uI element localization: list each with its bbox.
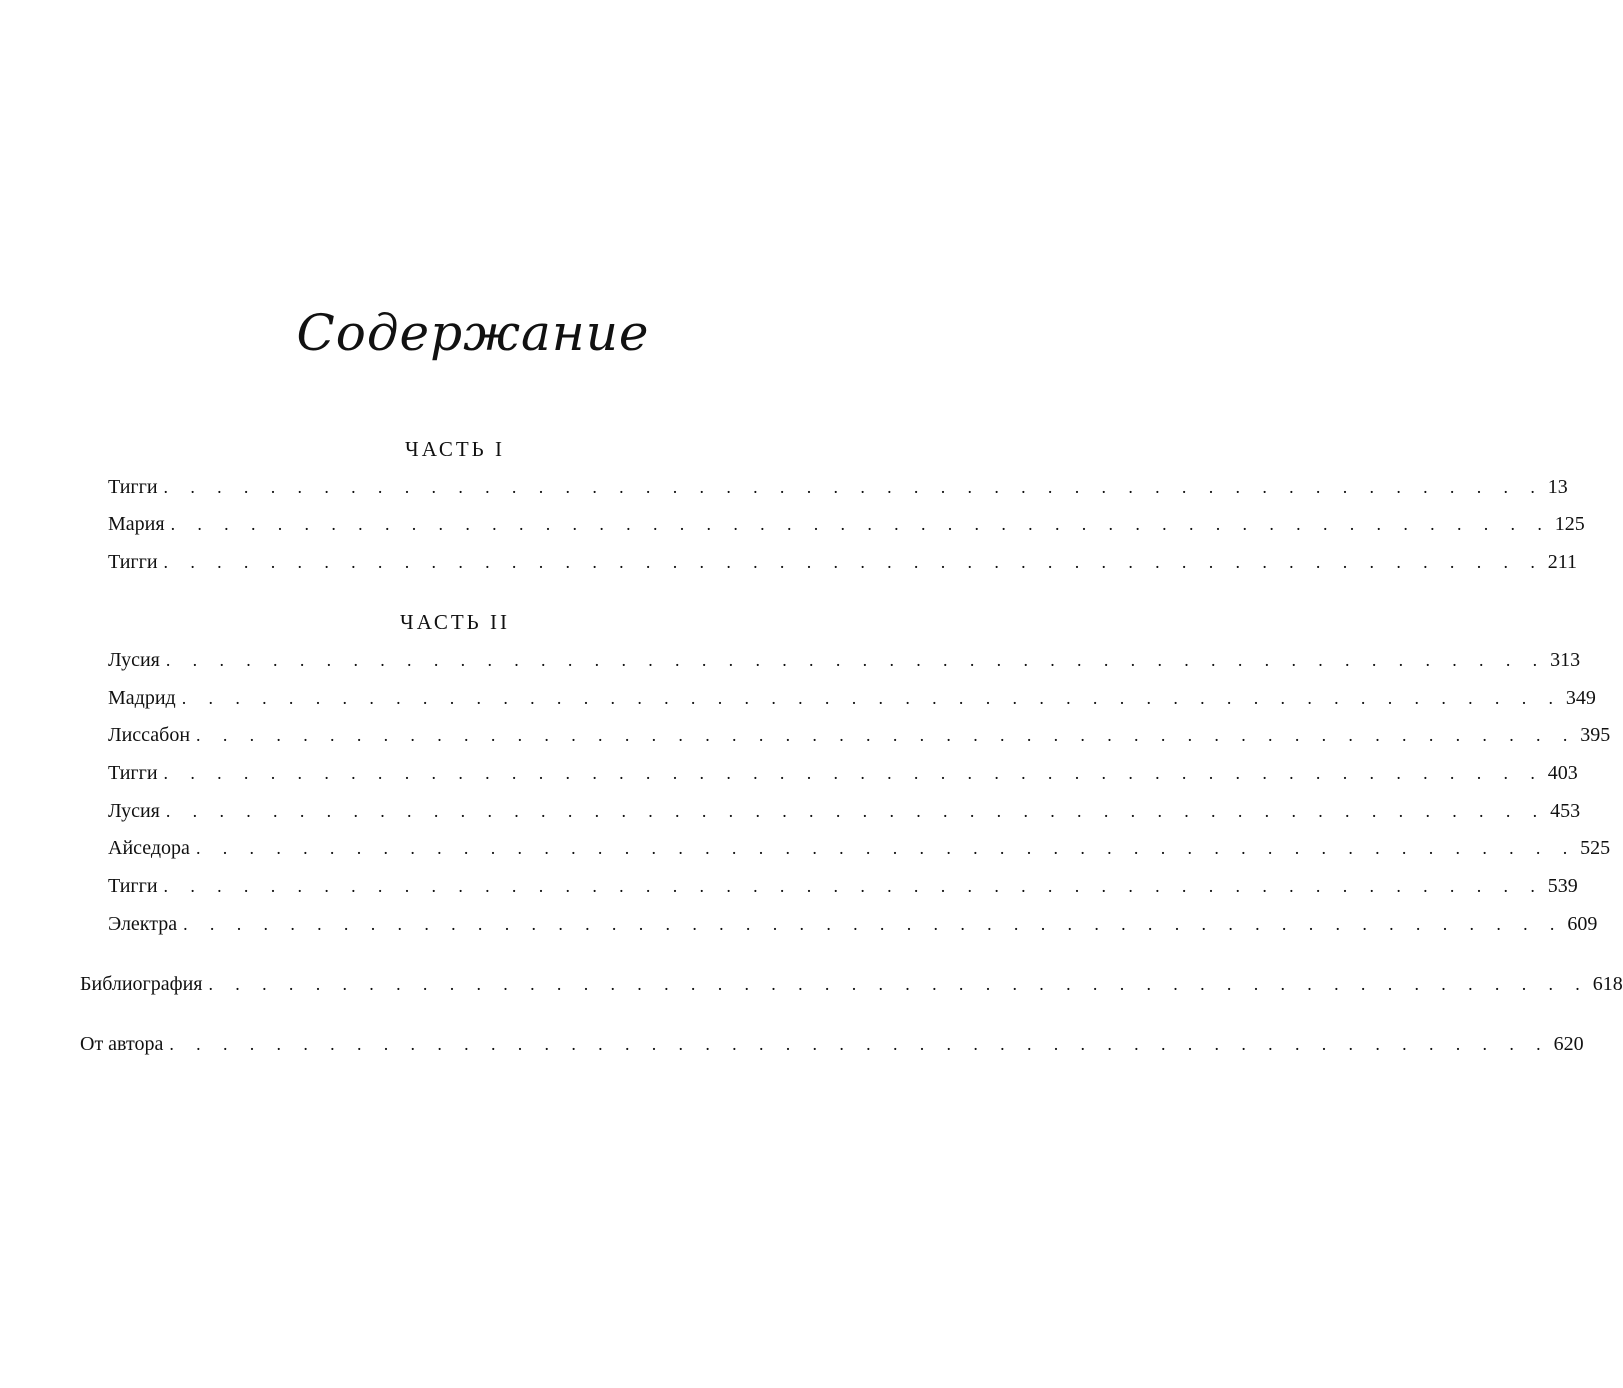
toc-entry-page: 403 xyxy=(1547,762,1578,784)
toc-entry-page: 539 xyxy=(1547,875,1578,897)
toc-entry-page: 125 xyxy=(1554,513,1585,535)
toc-entry-page: 525 xyxy=(1580,837,1611,859)
toc-entry-title: От автора xyxy=(80,1033,164,1055)
toc-entry-title: Лусия xyxy=(108,649,160,671)
dot-leader: . . . . . . . . . . . . . . . . . . . . . . . . . . . . . . . . . . . . . . . . . . . . . . . . . . . . xyxy=(163,477,1544,497)
toc-entry[interactable] xyxy=(108,473,1568,501)
toc-entry-bibliography[interactable] xyxy=(80,970,1623,998)
toc-entry-page: 211 xyxy=(1547,551,1577,573)
toc-entry[interactable] xyxy=(108,548,1577,576)
toc-entry-title: Айседора xyxy=(108,837,190,859)
toc-entry-title: Библиография xyxy=(80,973,203,995)
toc-entry[interactable] xyxy=(108,510,1585,538)
dot-leader: . . . . . . . . . . . . . . . . . . . . . . . . . . . . . . . . . . . . . . . . . . . . . . . . . . . . xyxy=(170,514,1551,534)
part-heading-2: ЧАСТЬ II xyxy=(400,610,510,634)
toc-entry-from-author[interactable] xyxy=(80,1030,1584,1058)
toc-entry-title: Тигги xyxy=(108,875,158,897)
toc-entry[interactable] xyxy=(108,721,1611,749)
toc-entry-page: 395 xyxy=(1580,724,1611,746)
dot-leader: . . . . . . . . . . . . . . . . . . . . . . . . . . . . . . . . . . . . . . . . . . . . . . . . . . . . xyxy=(196,725,1577,745)
dot-leader: . . . . . . . . . . . . . . . . . . . . . . . . . . . . . . . . . . . . . . . . . . . . . . . . . . . . xyxy=(165,801,1547,821)
toc-entry[interactable] xyxy=(108,684,1596,712)
dot-leader: . . . . . . . . . . . . . . . . . . . . . . . . . . . . . . . . . . . . . . . . . . . . . . . . . . . . xyxy=(181,688,1562,708)
dot-leader: . . . . . . . . . . . . . . . . . . . . . . . . . . . . . . . . . . . . . . . . . . . . . . . . . . . . xyxy=(169,1034,1550,1054)
toc-entry-title: Мария xyxy=(108,513,165,535)
part-heading-1: ЧАСТЬ I xyxy=(405,437,505,461)
toc-entry-title: Мадрид xyxy=(108,687,176,709)
toc-entry-title: Тигги xyxy=(108,551,158,573)
toc-entry-title: Электра xyxy=(108,913,178,935)
toc-entry-page: 609 xyxy=(1567,913,1598,935)
toc-entry[interactable] xyxy=(108,872,1578,900)
toc-entry[interactable] xyxy=(108,834,1611,862)
dot-leader: . . . . . . . . . . . . . . . . . . . . . . . . . . . . . . . . . . . . . . . . . . . . . . . . . . . . xyxy=(163,876,1544,896)
toc-entry-page: 620 xyxy=(1553,1033,1584,1055)
toc-entry-page: 453 xyxy=(1550,800,1581,822)
dot-leader: . . . . . . . . . . . . . . . . . . . . . . . . . . . . . . . . . . . . . . . . . . . . . . . . . . . . xyxy=(165,650,1547,670)
toc-entry[interactable] xyxy=(108,759,1578,787)
page-title: Содержание xyxy=(296,304,650,362)
toc-entry-page: 313 xyxy=(1550,649,1581,671)
toc-entry[interactable] xyxy=(108,646,1581,674)
dot-leader: . . . . . . . . . . . . . . . . . . . . . . . . . . . . . . . . . . . . . . . . . . . . . . . . . . . . xyxy=(208,974,1589,994)
toc-entry[interactable] xyxy=(108,797,1581,825)
toc-entry-page: 618 xyxy=(1592,973,1623,995)
toc-entry-title: Лиссабон xyxy=(108,724,191,746)
toc-entry-page: 349 xyxy=(1565,687,1596,709)
toc-entry-title: Лусия xyxy=(108,800,160,822)
toc-entry-page: 13 xyxy=(1547,476,1568,498)
toc-entry-title: Тигги xyxy=(108,476,158,498)
dot-leader: . . . . . . . . . . . . . . . . . . . . . . . . . . . . . . . . . . . . . . . . . . . . . . . . . . . . xyxy=(183,914,1564,934)
toc-entry-title: Тигги xyxy=(108,762,158,784)
dot-leader: . . . . . . . . . . . . . . . . . . . . . . . . . . . . . . . . . . . . . . . . . . . . . . . . . . . . xyxy=(163,552,1544,572)
dot-leader: . . . . . . . . . . . . . . . . . . . . . . . . . . . . . . . . . . . . . . . . . . . . . . . . . . . . xyxy=(195,838,1577,858)
dot-leader: . . . . . . . . . . . . . . . . . . . . . . . . . . . . . . . . . . . . . . . . . . . . . . . . . . . . xyxy=(163,763,1544,783)
toc-entry[interactable] xyxy=(108,910,1598,938)
